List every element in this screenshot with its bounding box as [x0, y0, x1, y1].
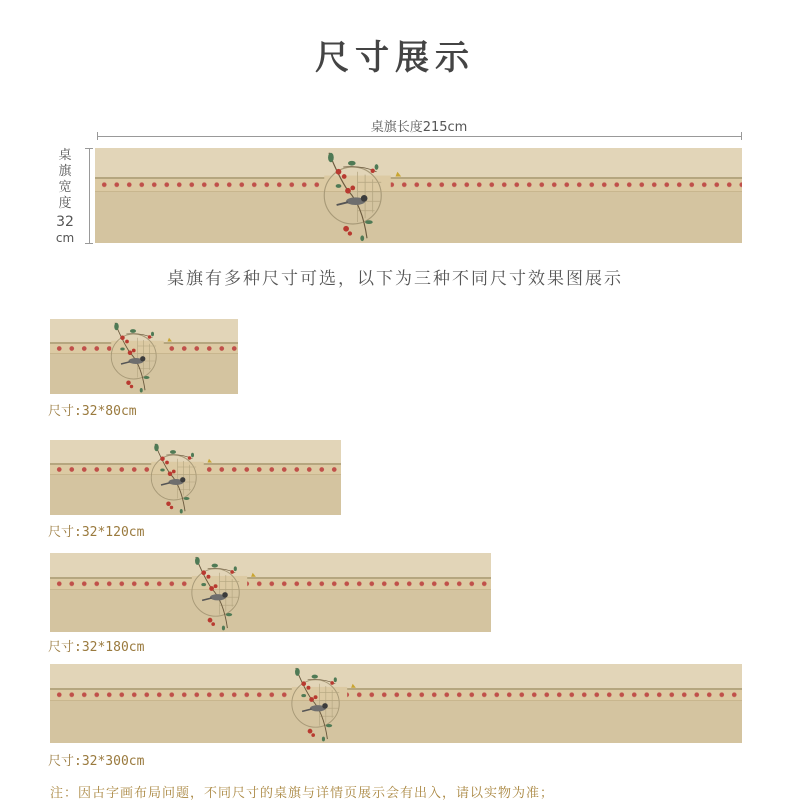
width-label-char: 旗 — [58, 164, 72, 179]
length-label: 桌旗长度215cm — [370, 120, 468, 135]
width-label — [52, 148, 78, 246]
runner-light-band — [95, 148, 742, 177]
bird-branch-motif — [100, 319, 175, 394]
size-label-120: 尺寸:32*120cm — [48, 525, 145, 540]
bird-branch-motif — [280, 664, 359, 743]
size-label-300: 尺寸:32*300cm — [48, 754, 145, 769]
dimension-tick — [741, 132, 742, 140]
width-label-char: 32 — [56, 214, 74, 230]
dimension-tick — [85, 243, 93, 244]
runner-light-band — [50, 553, 491, 577]
bird-branch-motif — [180, 553, 259, 632]
bird-branch-motif — [140, 440, 215, 515]
runner-flower-stripe — [50, 577, 491, 589]
length-dimension-line — [97, 136, 741, 137]
table-runner-180-image — [50, 553, 491, 632]
table-runner-80-image — [50, 319, 238, 394]
table-runner-main-image — [95, 148, 742, 243]
runner-flower-stripe — [50, 688, 742, 700]
table-runner-120-image — [50, 440, 341, 515]
size-label-80: 尺寸:32*80cm — [48, 404, 137, 419]
width-label-char: 桌 — [58, 148, 72, 163]
width-dimension-line — [89, 148, 90, 243]
subtitle: 桌旗有多种尺寸可选，以下为三种不同尺寸效果图展示 — [167, 269, 623, 289]
size-label-180: 尺寸:32*180cm — [48, 640, 145, 655]
runner-light-band — [50, 664, 742, 688]
disclaimer-note: 注：因古字画布局问题，不同尺寸的桌旗与详情页展示会有出入，请以实物为准； — [50, 786, 555, 801]
width-label-char: 度 — [58, 196, 72, 211]
bird-branch-motif — [310, 148, 405, 243]
table-runner-300-image — [50, 664, 742, 743]
page-title: 尺寸展示 — [315, 38, 475, 78]
width-label-char: 宽 — [58, 180, 72, 195]
dimension-tick — [85, 148, 93, 149]
width-label-char: cm — [55, 231, 75, 245]
dimension-tick — [97, 132, 98, 140]
runner-flower-stripe — [95, 177, 742, 191]
